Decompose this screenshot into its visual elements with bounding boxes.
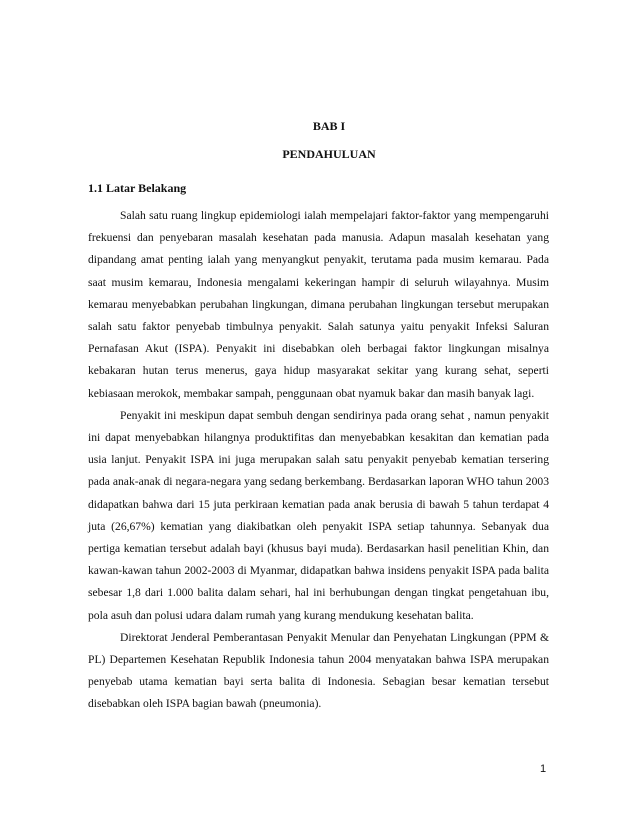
- paragraph: Salah satu ruang lingkup epidemiologi ialah mempelajari faktor-faktor yang mempengaruhi frekuensi dan penyebaran masalah kesehatan pada manusia. Adapun masalah kesehatan yang dipandang amat penting ialah yang menyangkut penyakit, terutama pada musim kemarau. Pada saat musim kemarau, Indonesia mengalami kekeringan hampir di seluruh wilayahnya. Musim kemarau menyebabkan perubahan lingkungan, dimana perubahan lingkungan tersebut merupakan salah satu faktor penyebab timbulnya penyakit. Salah satunya yaitu penyakit Infeksi Saluran Pernafasan Akut (ISPA). Penyakit ini disebabkan oleh berbagai faktor lingkungan misalnya kebakaran hutan terus menerus, gaya hidup masyarakat sekitar yang kurang sehat, seperti kebiasaan merokok, membakar sampah, penggunaan obat nyamuk bakar dan masih banyak lagi.: [88, 209, 549, 400]
- paragraph: Penyakit ini meskipun dapat sembuh dengan sendirinya pada orang sehat , namun penyakit ini dapat menyebabkan hilangnya produktifitas dan menyebabkan kesakitan dan kematian pada usia lanjut. Penyakit ISPA ini juga merupakan salah satu penyakit penyebab kematian tersering pada anak-anak di negara-negara yang sedang berkembang. Berdasarkan laporan WHO tahun 2003 didapatkan bahwa dari 15 juta perkiraan kematian pada anak berusia di bawah 5 tahun terdapat 4 juta (26,67%) kematian yang diakibatkan oleh penyakit ISPA setiap tahunnya. Sebanyak dua pertiga kematian tersebut adalah bayi (khusus bayi muda). Berdasarkan hasil penelitian Khin, dan kawan-kawan tahun 2002-2003 di Myanmar, didapatkan bahwa insidens penyakit ISPA pada balita sebesar 1,8 dari 1.000 balita dalam sehari, hal ini berhubungan dengan tingkat pengetahuan ibu, pola asuh dan polusi udara dalam rumah yang kurang mendukung kesehatan balita.: [88, 408, 549, 622]
- section-heading: 1.1 Latar Belakang: [88, 181, 187, 195]
- page-number: 1: [540, 763, 547, 775]
- chapter-number: BAB I: [312, 119, 346, 133]
- chapter-title: PENDAHULUAN: [282, 147, 376, 161]
- body-text: [88, 205, 549, 716]
- paragraph: Direktorat Jenderal Pemberantasan Penyakit Menular dan Penyehatan Lingkungan (PPM & PL) Departemen Kesehatan Republik Indonesia tahun 2004 menyatakan bahwa ISPA merupakan penyebab utama kematian bayi serta balita di Indonesia. Sebagian besar kematian tersebut disebabkan oleh ISPA bagian bawah (pneumonia).: [88, 630, 549, 711]
